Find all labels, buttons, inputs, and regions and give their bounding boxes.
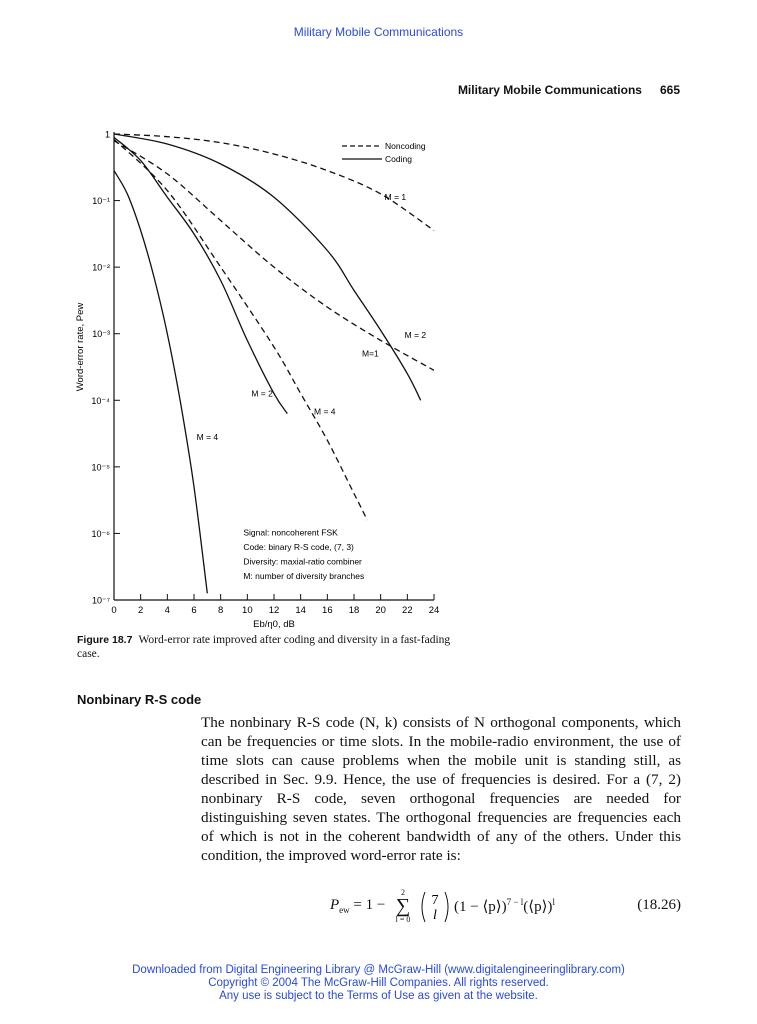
y-tick-label: 1 xyxy=(104,129,110,140)
footer-line-2: Copyright © 2004 The McGraw-Hill Companies. All rights reserved. xyxy=(208,977,549,989)
figure-caption-text: Word-error rate improved after coding and diversity in a fast-fading case. xyxy=(77,634,451,660)
equation-term xyxy=(454,897,555,916)
running-title: Military Mobile Communications xyxy=(457,83,642,97)
x-tick-label: 16 xyxy=(322,605,333,616)
equation-lhs-symbol: P xyxy=(330,897,340,913)
page-number: 665 xyxy=(659,83,680,97)
section-heading: Nonbinary R-S code xyxy=(77,692,202,707)
equation-number: (18.26) xyxy=(637,897,681,913)
legend-coding-label: Coding xyxy=(385,154,412,164)
figure-label: Figure 18.7 xyxy=(77,634,133,646)
y-tick-label: 10⁻² xyxy=(92,262,110,273)
x-tick-label: 20 xyxy=(375,605,386,616)
sum-upper: 2 xyxy=(401,888,405,897)
binom-bottom: l xyxy=(433,908,437,923)
info-line: Diversity: maxial-ratio combiner xyxy=(243,556,362,567)
series-coding-m-1 xyxy=(114,134,421,400)
equation-lhs-sub: ew xyxy=(339,905,350,915)
x-tick-label: 10 xyxy=(242,605,253,616)
info-line: Code: binary R-S code, (7, 3) xyxy=(243,541,354,552)
x-axis-label: Eb/η0, dB xyxy=(253,619,295,630)
figure-caption xyxy=(77,633,457,661)
word-error-rate-chart xyxy=(70,120,450,630)
legend-noncoding-label: Noncoding xyxy=(385,141,426,151)
y-tick-label: 10⁻¹ xyxy=(92,196,110,207)
y-tick-label: 10⁻⁴ xyxy=(91,395,110,406)
series-noncoding-m-2 xyxy=(114,141,434,371)
x-tick-label: 14 xyxy=(295,605,306,616)
body-paragraph: The nonbinary R-S code (N, k) consists of N orthogonal components, which can be frequencies or time slots. In the mobile-radio environment, the use of time slots can cause problems when the mobile unit is standing still, as described in Sec. 9.9. Hence, the use of frequencies is desired. For a (7, 2) nonbinary R-S code, seven orthogonal frequencies are needed for distinguishing seven states. The orthogonal frequencies are frequencies each of which is not in the coherent bandwidth of any of the others. Under this condition, the improved word-error rate is: xyxy=(201,714,681,864)
x-tick-label: 22 xyxy=(402,605,413,616)
term1: (1 − ⟨p⟩) xyxy=(454,899,507,915)
info-line: Signal: noncoherent FSK xyxy=(243,527,338,538)
binom-top: 7 xyxy=(431,893,439,908)
curve-annotation: M = 1 xyxy=(384,192,407,203)
equation-18-26 xyxy=(330,888,681,924)
x-tick-label: 4 xyxy=(164,605,170,616)
term1-exp: 7 − l xyxy=(506,897,524,907)
y-axis-label: Word-error rate, Pew xyxy=(75,302,86,392)
y-tick-label: 10⁻⁶ xyxy=(91,528,110,539)
equation-lhs xyxy=(330,897,385,915)
running-head xyxy=(458,83,680,97)
x-tick-label: 2 xyxy=(138,605,144,616)
curve-annotation: M = 4 xyxy=(314,406,336,417)
x-tick-label: 18 xyxy=(348,605,360,616)
equation-sum xyxy=(392,888,414,924)
x-tick-label: 0 xyxy=(111,605,117,616)
y-tick-label: 10⁻⁷ xyxy=(91,595,110,606)
x-tick-label: 8 xyxy=(218,605,224,616)
top-link[interactable]: Military Mobile Communications xyxy=(293,25,464,39)
x-tick-label: 6 xyxy=(191,605,197,616)
binomial-symbol xyxy=(418,890,452,924)
y-tick-label: 10⁻³ xyxy=(92,329,110,340)
curve-annotation: M=1 xyxy=(362,348,379,359)
footer-line-1[interactable]: Downloaded from Digital Engineering Library @ McGraw-Hill (www.digitalengineeringlibrary.com) xyxy=(132,964,625,976)
curve-annotation: M = 2 xyxy=(404,330,427,341)
y-tick-label: 10⁻⁵ xyxy=(91,462,110,473)
equation-equals: = 1 − xyxy=(349,897,386,913)
series-noncoding-m-4 xyxy=(114,139,367,520)
curve-annotation: M = 2 xyxy=(251,388,273,399)
curve-annotation: M = 4 xyxy=(196,431,219,442)
info-line: M: number of diversity branches xyxy=(243,570,365,581)
sum-lower: l = 0 xyxy=(395,915,411,924)
footer xyxy=(0,964,757,1003)
x-tick-label: 24 xyxy=(428,605,440,616)
term2-exp: l xyxy=(552,897,555,907)
footer-line-3: Any use is subject to the Terms of Use as given at the website. xyxy=(219,990,538,1002)
series-coding-m-2 xyxy=(114,137,287,413)
term2: (⟨p⟩) xyxy=(523,899,553,915)
sum-sigma: ∑ xyxy=(395,895,411,917)
x-tick-label: 12 xyxy=(268,605,280,616)
equation-binomial xyxy=(418,890,452,929)
